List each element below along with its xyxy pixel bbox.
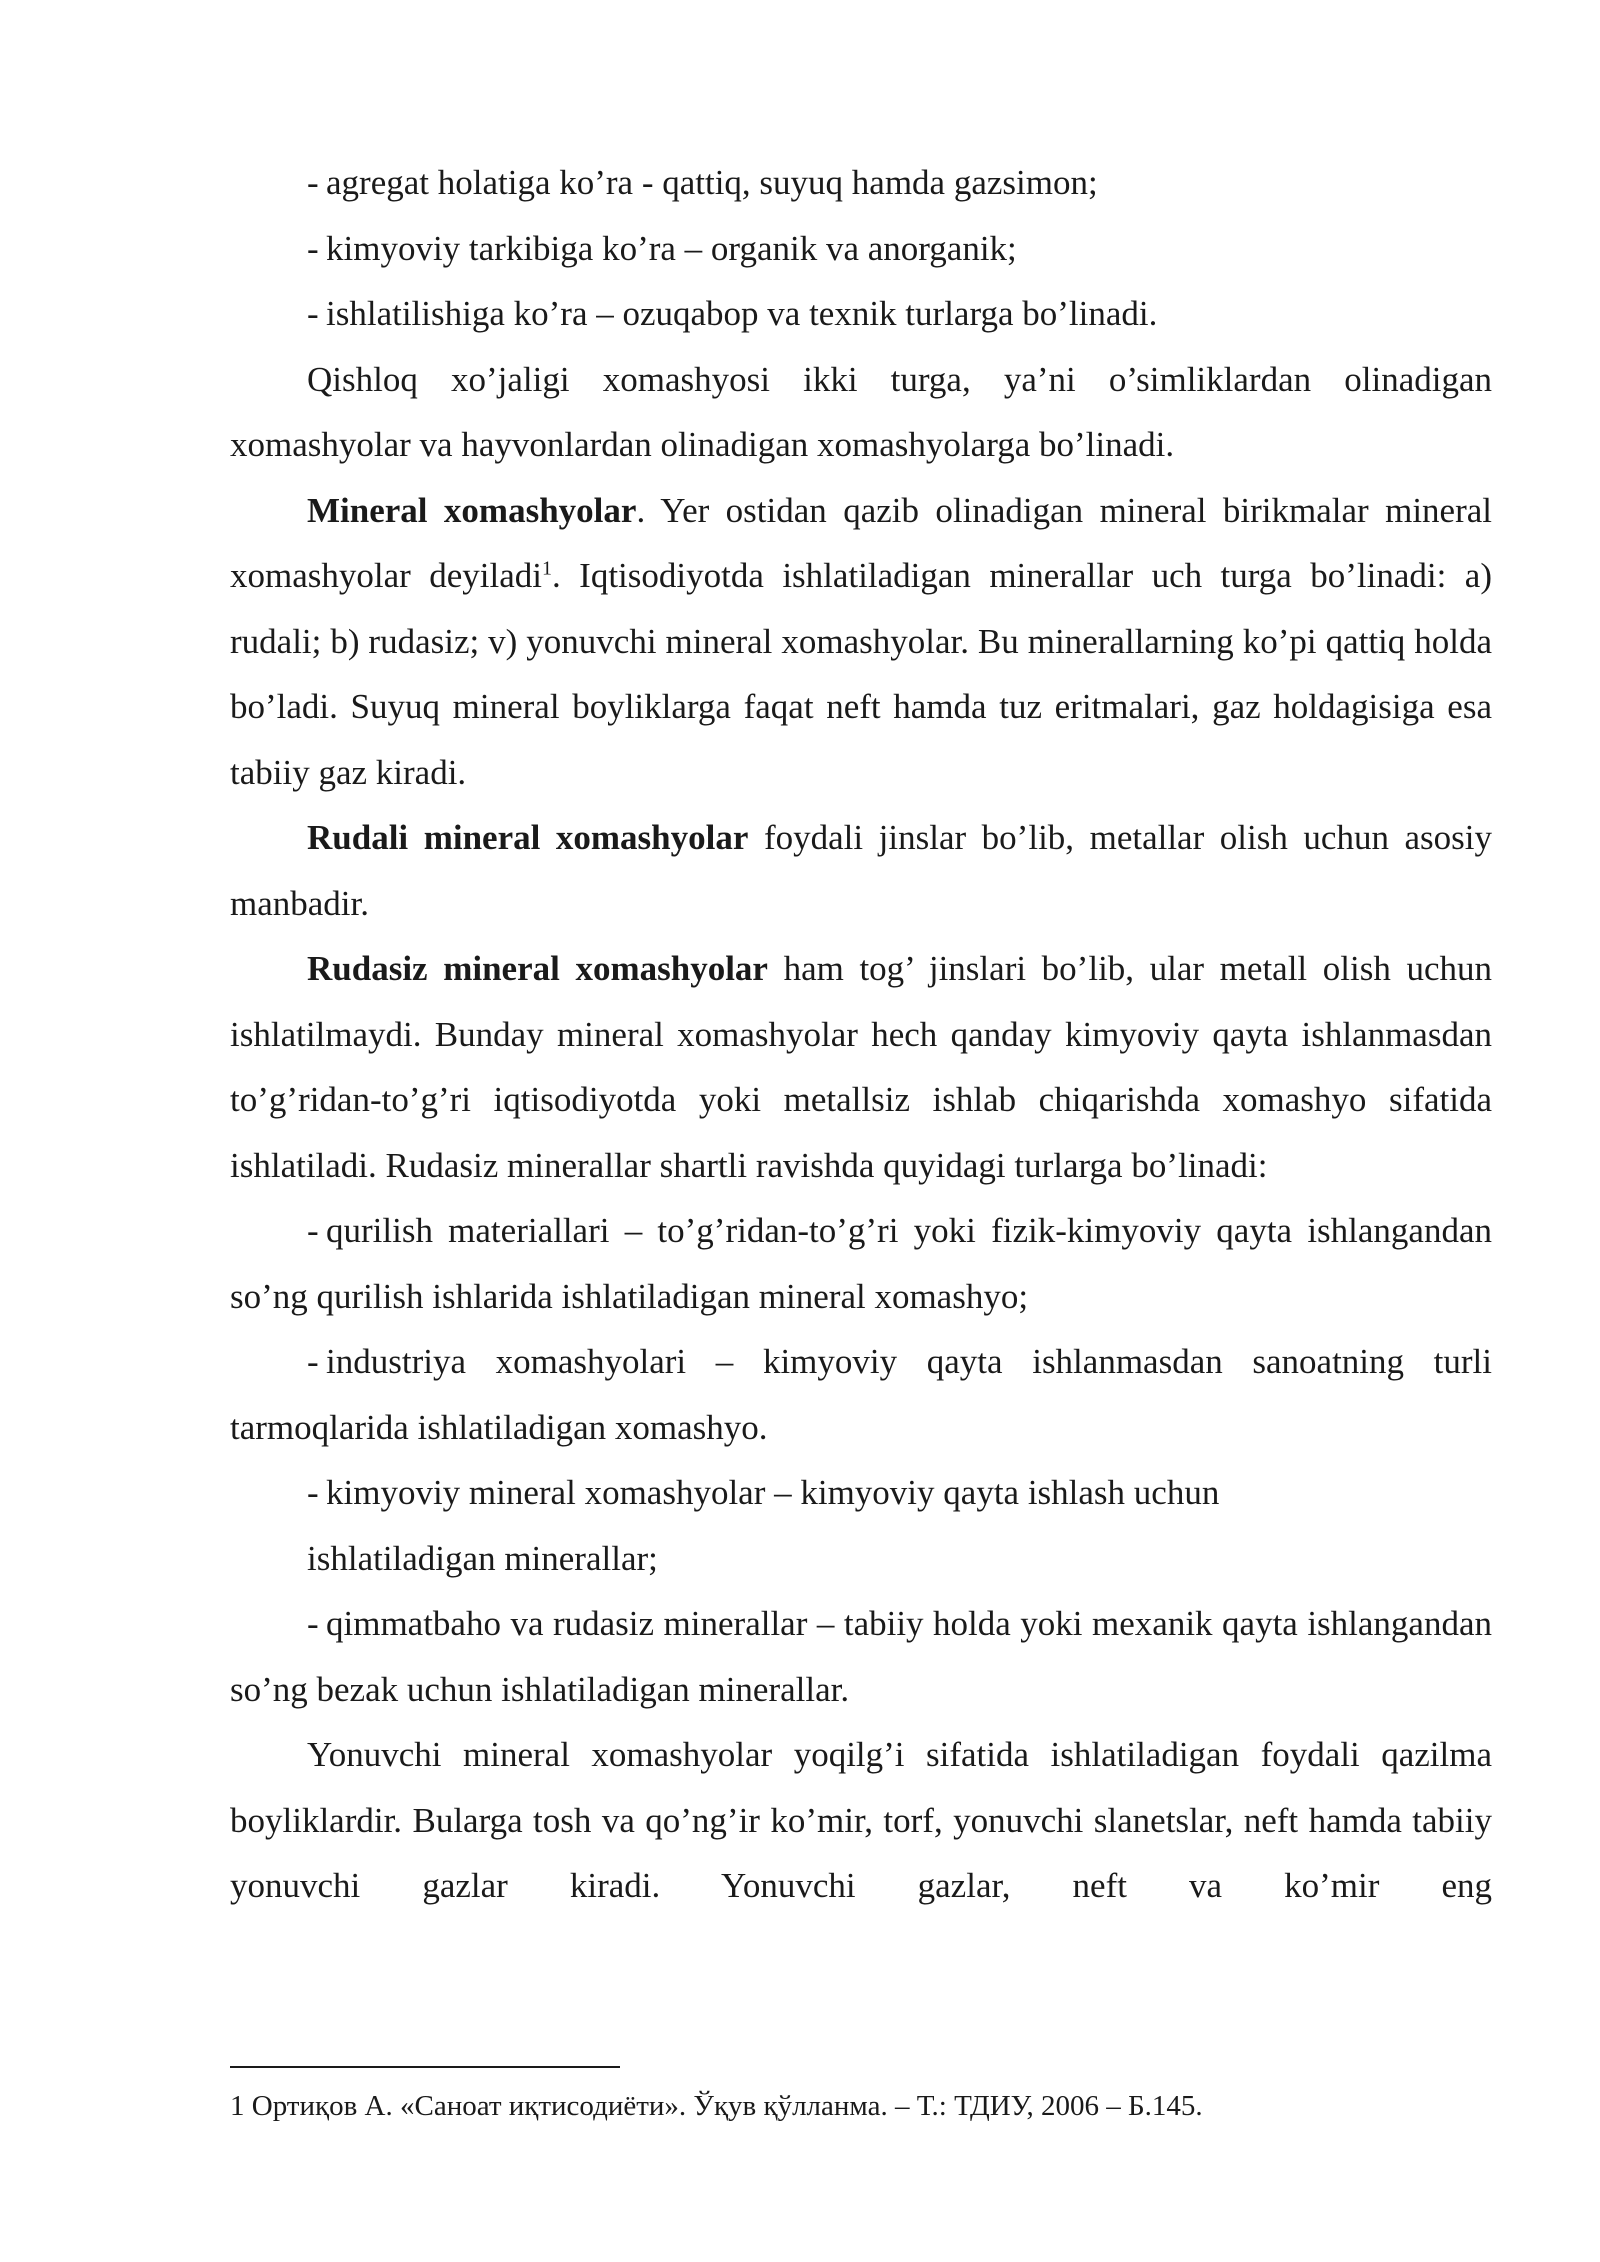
list-item-ishlatilishi xyxy=(230,281,1492,347)
list-item-kimyoviy-mineral xyxy=(230,1460,1492,1526)
list-item-text: qimmatbaho va rudasiz minerallar – tabiiy holda yoki mexanik qayta ishlangandan so’ng bezak uchun ishlatiladigan minerallar. xyxy=(230,1604,1492,1709)
paragraph-text: . Iqtisodiyotda ishlatiladigan minerallar uch turga bo’linadi: a) rudali; b) rudasiz; v) yonuvchi mineral xomashyolar. Bu minerallarning ko’pi qattiq holda bo’ladi. Suyuq mineral boyliklarga faqat neft hamda tuz eritmalari, gaz holdagisiga esa tabiiy gaz kiradi. xyxy=(230,556,1492,792)
list-item-text: kimyoviy mineral xomashyolar – kimyoviy qayta ishlash uchun xyxy=(326,1473,1220,1512)
list-item-text: ishlatilishiga ko’ra – ozuqabop va texnik turlarga bo’linadi. xyxy=(326,294,1158,333)
list-item-qurilish xyxy=(230,1198,1492,1329)
document-body xyxy=(230,150,1492,1919)
paragraph-text: ham tog’ jinslari bo’lib, ular metall olish uchun ishlatilmaydi. Bunday mineral xomashyolar hech qanday kimyoviy qayta ishlanmasdan to’g’ridan-to’g’ri iqtisodiyotda yoki metallsiz ishlab chiqarishda xomashyo sifatida ishlatiladi. Rudasiz minerallar shartli ravishda quyidagi turlarga bo’linadi: xyxy=(230,949,1492,1185)
dash-marker: - xyxy=(307,294,319,333)
list-item-text: industriya xomashyolari – kimyoviy qayta ishlanmasdan sanoatning turli tarmoqlarida ishlatiladigan xomashyo. xyxy=(230,1342,1492,1447)
dash-marker: - xyxy=(307,1342,319,1381)
paragraph-text: . Yer ostidan qazib olinadigan mineral birikmalar mineral xomashyolar deyiladi xyxy=(230,490,1492,595)
footnote-divider xyxy=(230,2066,620,2068)
term-rudali: Rudali mineral xomashyolar xyxy=(307,818,749,857)
paragraph-yonuvchi: Yonuvchi mineral xomashyolar yoqilg’i sifatida ishlatiladigan foydali qazilma boyliklardir. Bularga tosh va qo’ng’ir ko’mir, torf, yonuvchi slanetslar, neft hamda tabiiy yonuvchi gazlar kiradi. Yonuvchi gazlar, neft va ko’mir eng xyxy=(230,1735,1492,1905)
dash-marker: - xyxy=(307,1473,319,1512)
term-mineral: Mineral xomashyolar xyxy=(307,490,637,530)
paragraph-rudali xyxy=(230,805,1492,936)
footnote-number: 1 xyxy=(230,2090,245,2122)
footnote xyxy=(230,2086,1492,2126)
paragraph-mineral xyxy=(230,478,1492,806)
list-item-agregat xyxy=(230,150,1492,216)
term-rudasiz: Rudasiz mineral xomashyolar xyxy=(307,949,768,988)
dash-marker: - xyxy=(307,228,319,268)
footnote-ref: 1 xyxy=(541,557,552,580)
list-item-kimyoviy-tarkib xyxy=(230,216,1492,282)
paragraph-qishloq: Qishloq xo’jaligi xomashyosi ikki turga, ya’ni o’simliklardan olinadigan xomashyolar va hayvonlardan olinadigan xomashyolarga bo’linadi. xyxy=(230,359,1492,464)
list-item-text: agregat holatiga ko’ra - qattiq, suyuq hamda gazsimon; xyxy=(326,163,1098,202)
list-item-industriya xyxy=(230,1329,1492,1460)
list-item-text: qurilish materiallari – to’g’ridan-to’g’ri yoki fizik-kimyoviy qayta ishlangandan so’ng qurilish ishlarida ishlatiladigan mineral xomashyo; xyxy=(230,1211,1492,1316)
footnote-text: Ортиқов А. «Саноат иқтисодиёти». Ўқув қўлланма. – Т.: ТДИУ, 2006 – Б.145. xyxy=(251,2090,1203,2122)
paragraph-rudasiz xyxy=(230,936,1492,1198)
list-item-qimmatbaho xyxy=(230,1591,1492,1722)
list-item-kimyoviy-mineral-cont: ishlatiladigan minerallar; xyxy=(307,1538,658,1578)
paragraph-text: foydali jinslar bo’lib, metallar olish uchun asosiy manbadir. xyxy=(230,818,1493,923)
dash-marker: - xyxy=(307,1604,319,1643)
list-item-text: kimyoviy tarkibiga ko’ra – organik va anorganik; xyxy=(326,228,1017,268)
dash-marker: - xyxy=(307,163,319,202)
dash-marker: - xyxy=(307,1211,319,1250)
